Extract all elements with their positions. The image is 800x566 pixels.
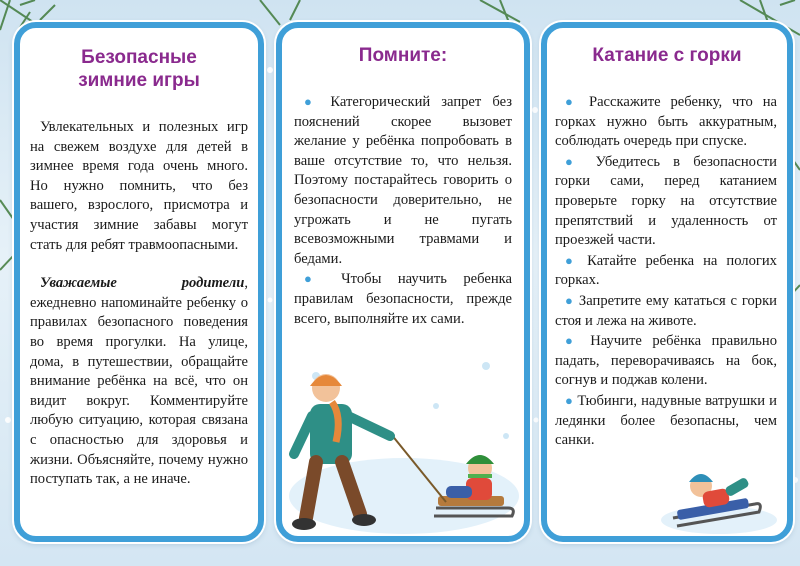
sledding-item-6-text: Тюбинги, надувные ватрушки и ледянки более безопасны, чем санки. [555,392,777,449]
card-3-body [555,92,777,451]
remember-item-1-text: Категорический запрет без пояснений скорее вызовет желание у ребёнка попробовать в ваше отсутствие то, что нельзя. Поэтому постарайтесь говорить о безопасности доверительно, не угрожать и не пугать всевозможными травмами и бедами. [294,94,512,267]
title-line-2: зимние игры [78,70,200,91]
bullet-icon: ● [565,292,575,308]
sledding-item-1 [555,92,777,152]
card-1-body [30,118,248,490]
bullet-icon: ● [565,252,579,268]
sledding-item-2 [555,152,777,251]
remember-item-1 [294,92,512,269]
intro-paragraph: Увлекательных и полезных игр на свежем воздухе для детей в зимнее время года очень много. Но нужно помнить, что без вашего, взрослого, присмотра и участия зимние забавы могут стать для ребят травмоопасными. [30,119,248,253]
card-3-title: Катание с горки [592,45,742,66]
bullet-icon: ● [565,94,580,109]
parents-paragraph [30,274,248,490]
bullet-icon: ● [304,271,325,287]
sledding-item-2-text: Убедитесь в безопасности горки сами, перед катанием проверьте горку на отсутствие препятствий и удаленность от проезжей части. [555,153,777,249]
card-2-body [294,92,512,329]
title-line-1: Безопасные [81,47,197,68]
child-sled-illustration [659,446,779,536]
father-sled-illustration [286,346,522,536]
remember-item-2-text: Чтобы научить ребенка правилам безопасности, прежде всего, выполняйте их сами. [294,271,512,327]
bullet-icon: ● [304,94,320,109]
card-2-title: Помните: [358,45,448,66]
sledding-item-3-text: Катайте ребенка на пологих горках. [555,252,777,289]
bullet-icon: ● [565,392,574,408]
bullet-icon: ● [565,333,580,349]
sledding-item-6 [555,391,777,451]
card-sledding [541,22,793,542]
card-remember [276,22,530,542]
parents-lead: Уважаемые родители [40,275,245,292]
sledding-item-5 [555,331,777,391]
sledding-item-3 [555,251,777,291]
card-1-title [20,46,258,92]
bullet-icon: ● [565,153,583,169]
sledding-item-5-text: Научите ребёнка правильно падать, переворачиваясь на бок, согнув и поджав колени. [555,333,777,389]
parents-text: , ежедневно напоминайте ребенку о правилах безопасного поведения во время прогулки. На улице, дома, в путешествии, обращайте внимание ребёнка на всё, что он видит вокруг. Комментируйте любую ситуацию, которая связана с опасностью для здоровья и жизни. Объясняйте, почему нужно поступать так, а не иначе. [30,275,248,488]
card-safe-winter-games [14,22,264,542]
remember-item-2 [294,269,512,329]
sledding-item-4 [555,291,777,331]
sledding-item-1-text: Расскажите ребенку, что на горках нужно быть аккуратным, соблюдать очередь при спуске. [555,94,777,150]
sledding-item-4-text: Запретите ему кататься с горки стоя и лежа на животе. [555,292,777,329]
